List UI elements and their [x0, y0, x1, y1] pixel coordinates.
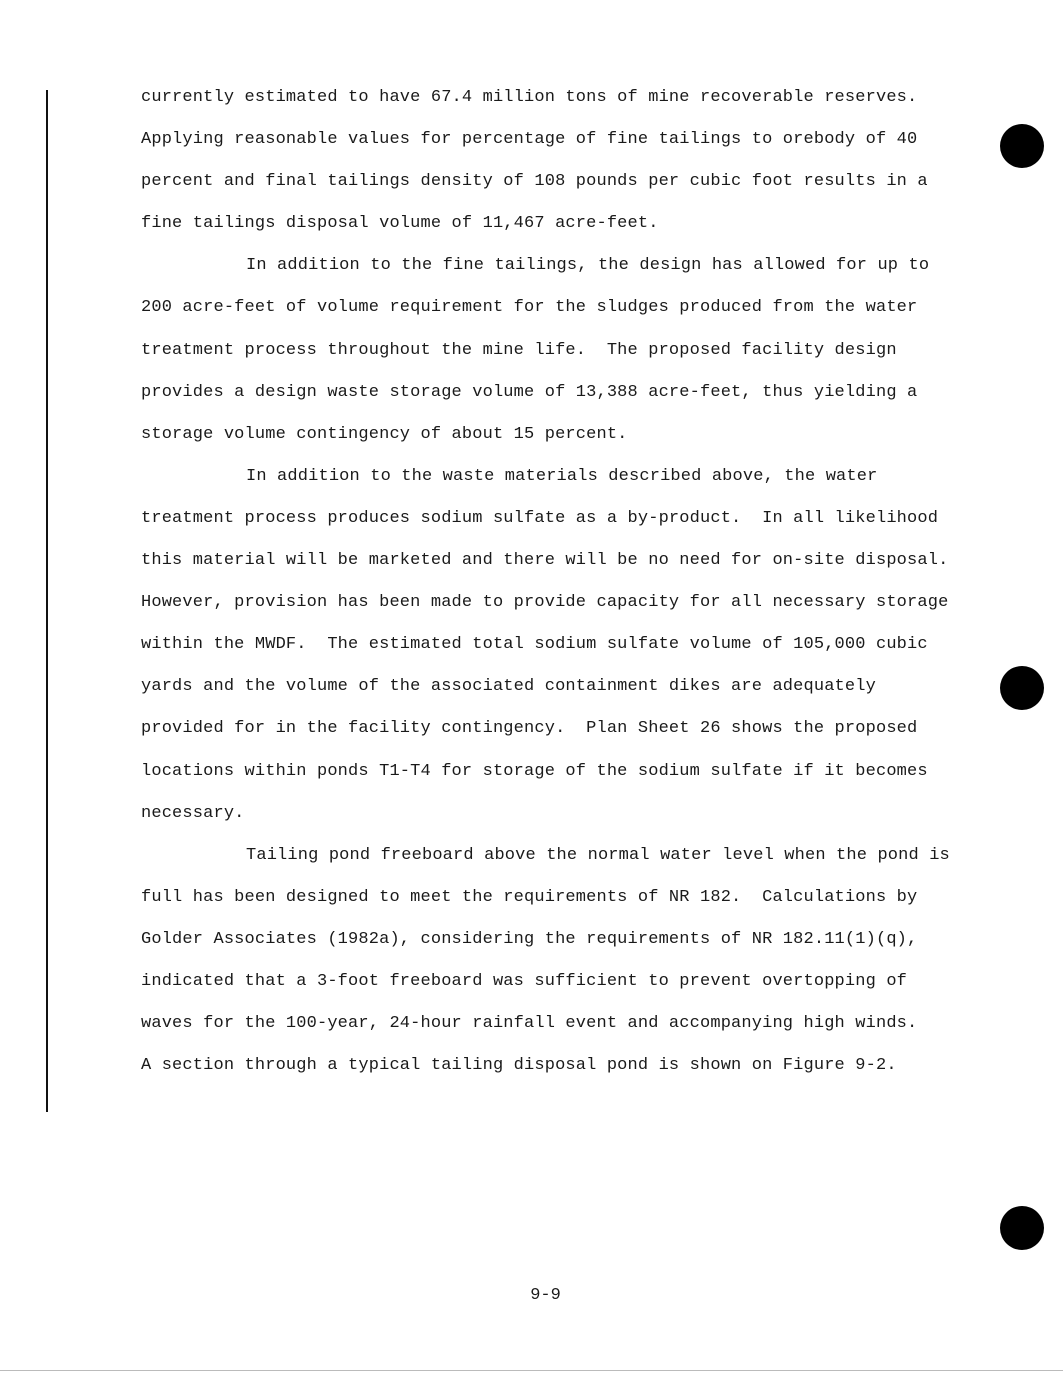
text-line: However, provision has been made to provide capacity for all necessary storage — [141, 593, 949, 613]
text-line: 200 acre-feet of volume requirement for the sludges produced from the water — [141, 298, 918, 318]
revision-change-bar — [46, 90, 48, 1112]
text-line: fine tailings disposal volume of 11,467 acre-feet. — [141, 214, 659, 234]
text-line: currently estimated to have 67.4 million tons of mine recoverable reserves. — [141, 88, 918, 107]
text-line: locations within ponds T1-T4 for storage of the sodium sulfate if it becomes — [141, 761, 928, 781]
text-line: within the MWDF. The estimated total sodium sulfate volume of 105,000 cubic — [141, 635, 928, 655]
body-text — [141, 77, 971, 1087]
text-line: Applying reasonable values for percentage of fine tailings to orebody of 40 — [141, 130, 918, 150]
punch-hole-icon — [1000, 124, 1044, 168]
punch-hole-icon — [1000, 1206, 1044, 1250]
scan-edge-line — [0, 1370, 1063, 1371]
paragraph-first-line: In addition to the waste materials described above, the water — [246, 466, 878, 486]
text-line: this material will be marketed and there will be no need for on-site disposal. — [141, 551, 949, 571]
text-line: yards and the volume of the associated containment dikes are adequately — [141, 677, 876, 697]
text-line: provided for in the facility contingency. Plan Sheet 26 shows the proposed — [141, 719, 918, 739]
text-line: treatment process throughout the mine life. The proposed facility design — [141, 340, 897, 360]
text-line: indicated that a 3-foot freeboard was sufficient to prevent overtopping of — [141, 971, 908, 991]
text-line: waves for the 100-year, 24-hour rainfall event and accompanying high winds. — [141, 1014, 918, 1034]
punch-hole-icon — [1000, 666, 1044, 710]
paragraph-first-line: Tailing pond freeboard above the normal water level when the pond is — [246, 845, 950, 865]
text-line: percent and final tailings density of 108 pounds per cubic foot results in a — [141, 172, 928, 192]
page-number: 9-9 — [530, 1286, 561, 1305]
text-line: provides a design waste storage volume of 13,388 acre-feet, thus yielding a — [141, 382, 918, 402]
text-line: Golder Associates (1982a), considering the requirements of NR 182.11(1)(q), — [141, 929, 918, 949]
text-line: full has been designed to meet the requirements of NR 182. Calculations by — [141, 887, 918, 907]
paragraph-first-line: In addition to the fine tailings, the design has allowed for up to — [246, 256, 930, 276]
text-line: necessary. — [141, 803, 245, 823]
text-line: A section through a typical tailing disposal pond is shown on Figure 9-2. — [141, 1056, 897, 1076]
text-line: treatment process produces sodium sulfate as a by-product. In all likelihood — [141, 508, 939, 528]
text-line: storage volume contingency of about 15 percent. — [141, 424, 628, 444]
